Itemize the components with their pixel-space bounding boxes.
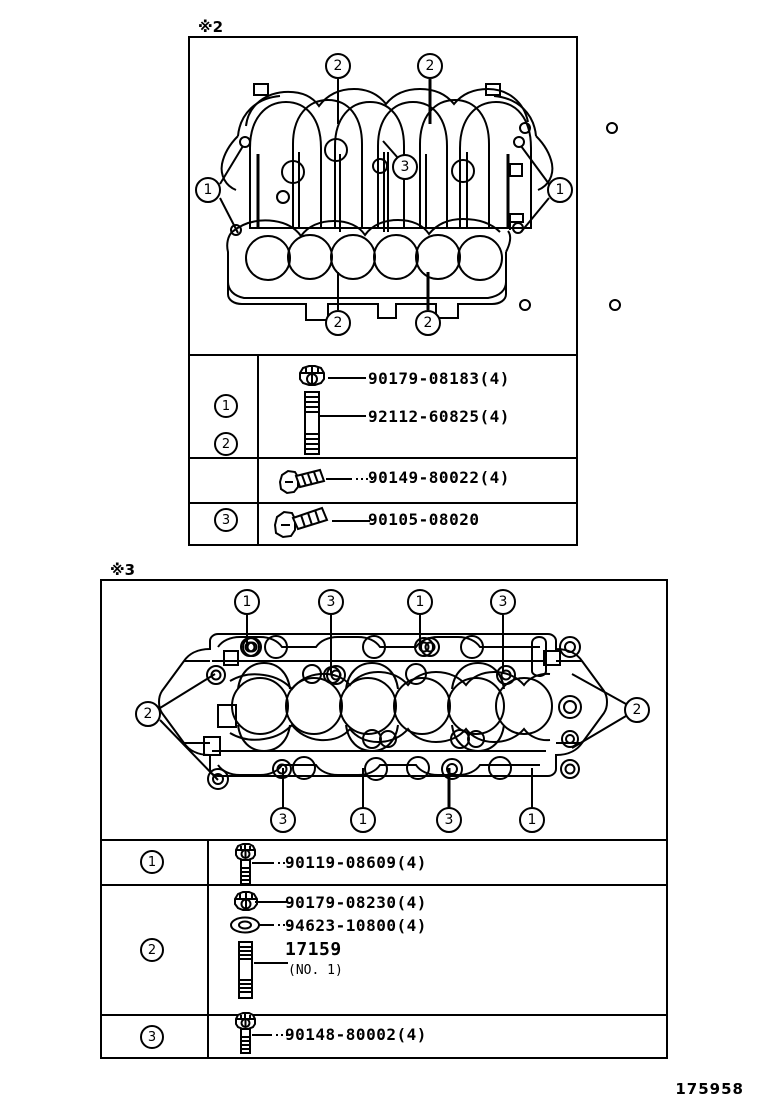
part-note: (NO. 1) <box>288 963 343 978</box>
callout-1[interactable]: 1 <box>195 177 221 203</box>
callout-2[interactable]: 2 <box>624 697 650 723</box>
stud-icon <box>234 940 260 1002</box>
callout-2[interactable]: 2 <box>325 310 351 336</box>
part-number: 94623-10800(4) <box>285 916 427 935</box>
parts-row-ref-3: 3 <box>140 1025 164 1049</box>
part-number: 17159 <box>285 939 342 960</box>
callout-1[interactable]: 1 <box>519 807 545 833</box>
part-number: 90179-08183(4) <box>368 369 510 388</box>
callout-1[interactable]: 1 <box>350 807 376 833</box>
part-number: 90119-08609(4) <box>285 853 427 872</box>
part-number: 90148-80002(4) <box>285 1025 427 1044</box>
parts-row-ref-1: 1 <box>214 394 238 418</box>
callout-2[interactable]: 2 <box>417 53 443 79</box>
parts-table-grid-panel-2 <box>100 579 668 1059</box>
ref-mark-panel-1: ※2 <box>198 18 224 36</box>
figure-number: 175958 <box>675 1080 744 1098</box>
part-number: 92112-60825(4) <box>368 407 510 426</box>
callout-2[interactable]: 2 <box>325 53 351 79</box>
parts-row-ref-3: 3 <box>214 508 238 532</box>
callout-3[interactable]: 3 <box>270 807 296 833</box>
parts-row-ref-2: 2 <box>214 432 238 456</box>
parts-row-ref-2: 2 <box>140 938 164 962</box>
callout-1[interactable]: 1 <box>234 589 260 615</box>
callout-2[interactable]: 2 <box>415 310 441 336</box>
callout-2[interactable]: 2 <box>135 701 161 727</box>
callout-3[interactable]: 3 <box>436 807 462 833</box>
callout-3[interactable]: 3 <box>392 154 418 180</box>
callout-1[interactable]: 1 <box>407 589 433 615</box>
callout-3[interactable]: 3 <box>318 589 344 615</box>
part-number: 90149-80022(4) <box>368 468 510 487</box>
part-number: 90179-08230(4) <box>285 893 427 912</box>
callout-1[interactable]: 1 <box>547 177 573 203</box>
callout-3[interactable]: 3 <box>490 589 516 615</box>
parts-row-ref-1: 1 <box>140 850 164 874</box>
ref-mark-panel-2: ※3 <box>110 561 136 579</box>
part-number: 90105-08020 <box>368 510 480 529</box>
